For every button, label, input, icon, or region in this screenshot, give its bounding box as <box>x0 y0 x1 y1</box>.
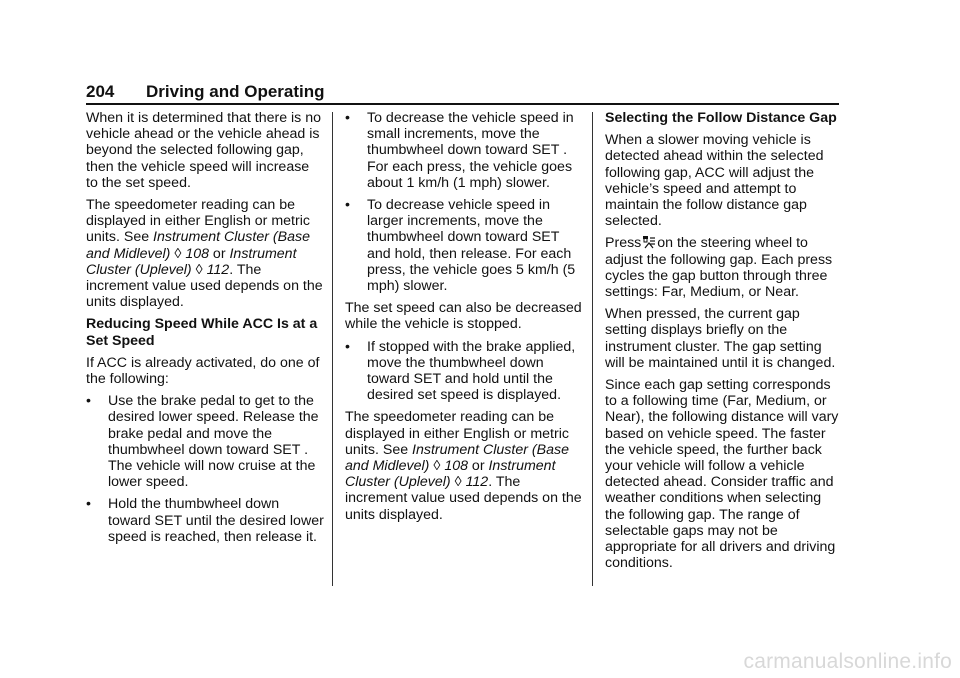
column-3 <box>605 110 843 577</box>
list-item-text: Use the brake pedal to get to the desired lower speed. Release the brake pedal and move the thumbwheel down toward SET . The vehicle will now cruise at the lower speed. <box>108 393 319 491</box>
page-arrow-icon: ◊ <box>433 458 441 475</box>
list-item-text: To decrease vehicle speed in larger increments, move the thumbwheel down toward SET and hold, then release. For each press, the vehicle goes 5 km/h (5 mph) slower. <box>367 197 576 295</box>
text: The speedometer reading can be displayed in either English or metric units. See <box>345 409 569 458</box>
page-ref[interactable]: 108 <box>444 458 468 475</box>
bullet-icon: • <box>345 110 350 126</box>
text: The speedometer reading can be displayed in either English or metric units. See <box>86 197 310 246</box>
text: Press <box>605 235 642 252</box>
text: or <box>208 245 230 262</box>
page-arrow-icon: ◊ <box>195 261 203 278</box>
page-number: 204 <box>86 82 115 101</box>
cross-reference-link[interactable]: Instrument Cluster (Uplevel) <box>86 245 297 278</box>
bullet-icon: • <box>86 393 91 410</box>
text: . The increment value used depends on the units displayed. <box>345 474 582 523</box>
page-arrow-icon: ◊ <box>174 245 182 262</box>
subheading: Selecting the Follow Distance Gap <box>605 110 837 126</box>
column-1 <box>86 110 324 551</box>
paragraph: When pressed, the current gap setting displays briefly on the instrument cluster. The gap setting will be maintained until it is changed. <box>605 306 836 371</box>
list-item <box>345 197 583 294</box>
cross-reference-link[interactable]: Instrument Cluster (Base and Midlevel) <box>345 441 569 475</box>
text: or <box>467 458 489 475</box>
column-divider-2 <box>592 112 593 586</box>
paragraph: The set speed can also be decreased while the vehicle is stopped. <box>345 300 582 333</box>
subheading: Reducing Speed While ACC Is at a Set Speed <box>86 316 318 349</box>
column-2 <box>345 110 583 529</box>
text: . The increment value used depends on the units displayed. <box>86 261 323 311</box>
paragraph-gap-button <box>605 235 843 300</box>
page-arrow-icon: ◊ <box>454 474 462 491</box>
paragraph-units <box>345 409 583 522</box>
paragraph: If ACC is already activated, do one of the following: <box>86 354 320 388</box>
page-ref[interactable]: 108 <box>185 245 209 262</box>
list-item <box>345 339 583 404</box>
bullet-icon: • <box>86 496 91 513</box>
list-item-text: If stopped with the brake applied, move the thumbwheel down toward SET and hold until the desired set speed is displayed. <box>367 338 576 404</box>
list-item <box>345 110 583 191</box>
paragraph: When it is determined that there is no vehicle ahead or the vehicle ahead is beyond the selected following gap, then the vehicle speed will increase to the set speed. <box>86 110 322 191</box>
cross-reference-link[interactable]: Instrument Cluster (Base and Midlevel) <box>86 229 310 262</box>
paragraph: When a slower moving vehicle is detected ahead within the selected following gap, ACC will adjust the vehicle’s speed and attempt to maintain the follow distance gap selected. <box>605 132 824 230</box>
list-item-text: Hold the thumbwheel down toward SET until the desired lower speed is reached, then release it. <box>108 496 324 545</box>
cross-reference-link[interactable]: Instrument Cluster (Uplevel) <box>345 458 556 491</box>
text: on the steering wheel to adjust the following gap. Each press cycles the gap button through three settings: Far, Medium, or Near. <box>605 235 833 301</box>
section-title: Driving and Operating <box>146 82 325 101</box>
header-rule <box>86 103 839 105</box>
paragraph-units <box>86 197 324 310</box>
column-divider-1 <box>332 112 333 586</box>
watermark: carmanualsonline.info <box>743 650 952 673</box>
bullet-icon: • <box>345 338 350 355</box>
paragraph: Since each gap setting corresponds to a following time (Far, Medium, or Near), the following distance will vary based on vehicle speed. The faster the vehicle speed, the further back your vehicle will follow a vehicle detected ahead. Consider traffic and weather conditions when selecting the following gap. The range of selectable gaps may not be appropriate for all drivers and driving conditions. <box>605 377 839 572</box>
follow-gap-icon <box>642 235 656 249</box>
page-ref[interactable]: 112 <box>206 261 230 278</box>
list-item <box>86 496 324 545</box>
bullet-icon: • <box>345 197 350 214</box>
list-item-text: To decrease the vehicle speed in small increments, move the thumbwheel down toward SET . For each press, the vehicle goes about 1 km/h (1 mph) slower. <box>367 110 574 191</box>
page-ref[interactable]: 112 <box>465 474 489 491</box>
list-item <box>86 393 324 490</box>
